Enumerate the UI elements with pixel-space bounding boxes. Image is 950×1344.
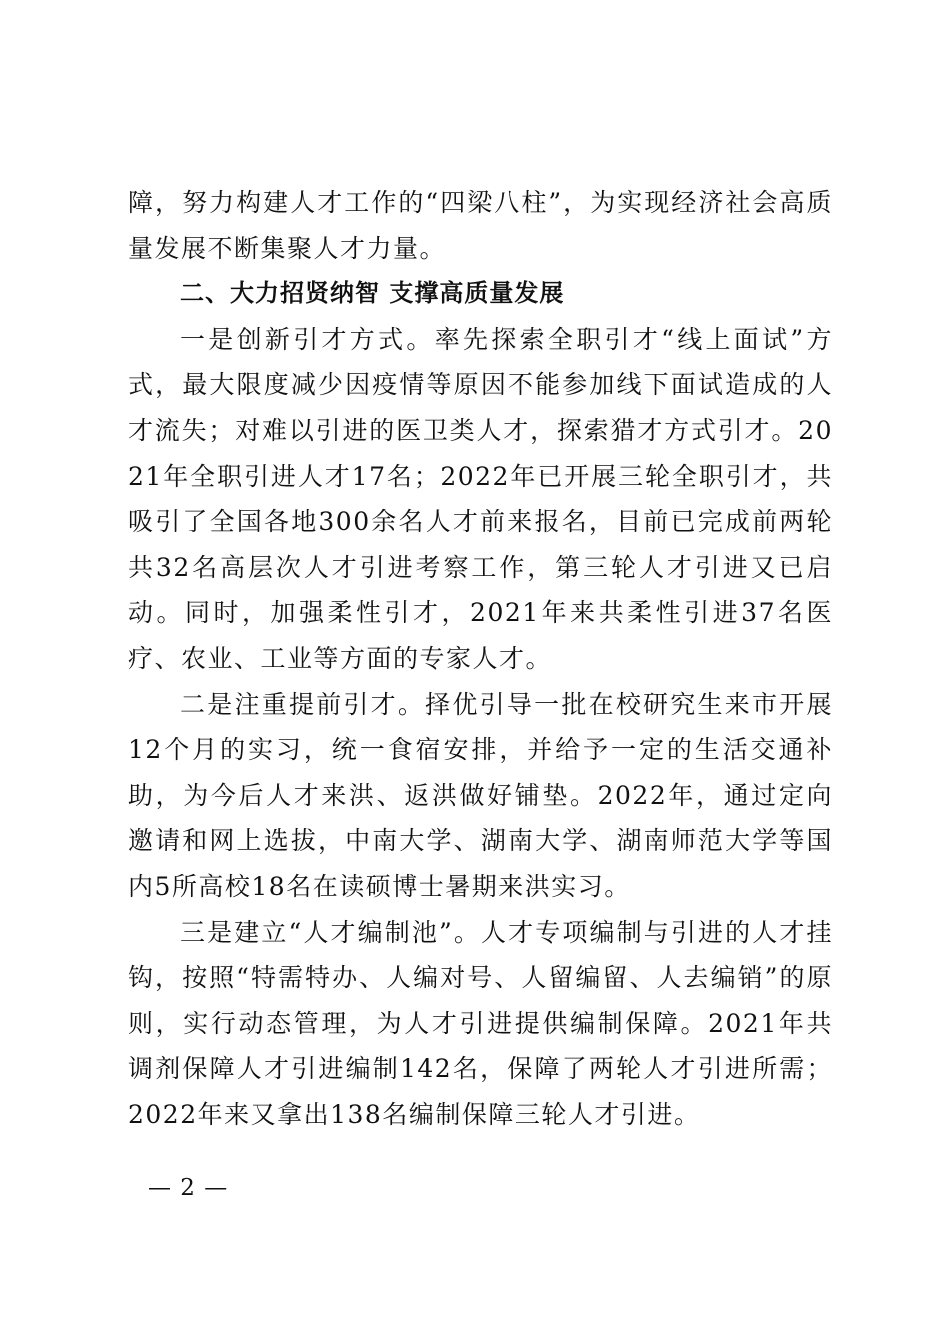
page-number: — 2 —: [148, 1175, 229, 1201]
document-body: [128, 180, 833, 1137]
paragraph-early-recruitment: 二是注重提前引才。择优引导一批在校研究生来市开展12个月的实习，统一食宿安排，并给予一定的生活交通补助，为今后人才来洪、返洪做好铺垫。2022年，通过定向邀请和网上选拔，中南大学、湖南大学、湖南师范大学等国内5所高校18名在读硕博士暑期来洪实习。: [128, 689, 833, 901]
paragraph-innovate-recruitment: 一是创新引才方式。率先探索全职引才“线上面试”方式，最大限度减少因疫情等原因不能参加线下面试造成的人才流失；对难以引进的医卫类人才，探索猎才方式引才。2021年全职引进人才17名；2022年已开展三轮全职引才，共吸引了全国各地300余名人才前来报名，目前已完成前两轮共32名高层次人才引进考察工作，第三轮人才引进又已启动。同时，加强柔性引才，2021年来共柔性引进37名医疗、农业、工业等方面的专家人才。: [128, 324, 833, 673]
paragraph-continuation: 障，努力构建人才工作的“四梁八柱”，为实现经济社会高质量发展不断集聚人才力量。: [128, 188, 833, 263]
paragraph-talent-pool: 三是建立“人才编制池”。人才专项编制与引进的人才挂钩，按照“特需特办、人编对号、人留编留、人去编销”的原则，实行动态管理，为人才引进提供编制保障。2021年共调剂保障人才引进编制142名，保障了两轮人才引进所需；2022年来又拿出138名编制保障三轮人才引进。: [128, 917, 833, 1129]
section-heading: 二、大力招贤纳智 支撑高质量发展: [180, 279, 565, 308]
